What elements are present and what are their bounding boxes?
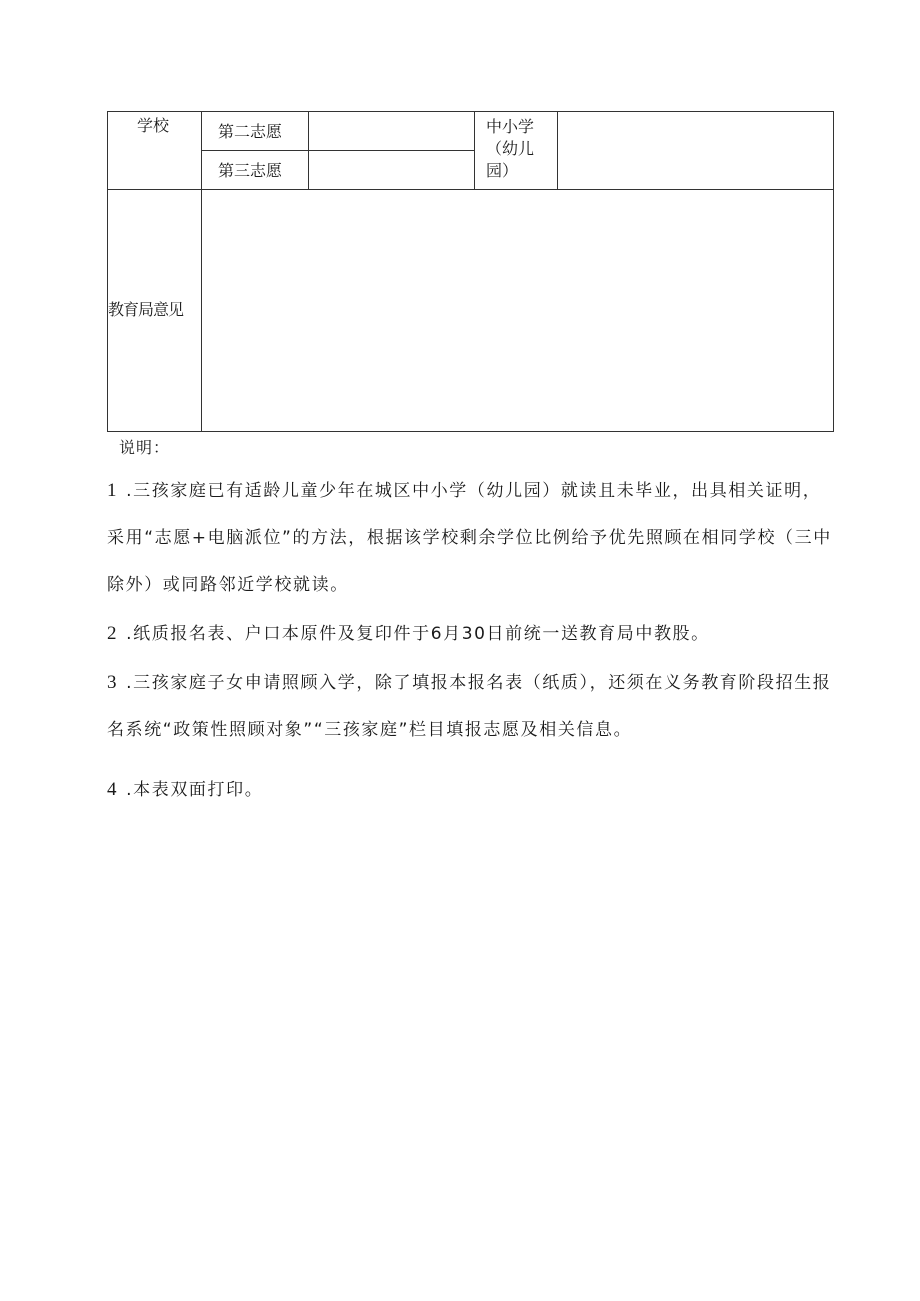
bureau-opinion-field[interactable] [208,196,826,424]
col-divider-choice-value [474,112,475,189]
note-text: .三孩家庭已有适龄儿童少年在城区中小学（幼儿园）就读且未毕业，出具相关证明，采用“志愿+电脑派位”的方法，根据该学校剩余学位比例给予优先照顾在相同学校（三中除外）或同路邻近学校就读。 [107,481,832,595]
note-item-3 [107,659,837,754]
note-number: 4 [107,779,119,800]
second-choice-label: 第二志愿 [218,122,283,141]
second-choice-field[interactable] [314,118,468,146]
note-number: 2 [107,623,119,644]
school-type-field[interactable] [564,118,826,184]
note-item-4 [107,766,837,814]
col-divider-choice-label [308,112,309,189]
third-choice-field[interactable] [314,156,468,184]
row-divider-choices [202,150,475,151]
note-text: .本表双面打印。 [126,780,264,800]
note-number: 3 [107,672,119,693]
row-divider-school-bottom [108,189,833,190]
notes-heading: 说明： [119,438,171,457]
note-number: 1 [107,480,119,501]
third-choice-label: 第三志愿 [218,161,283,180]
application-form-table [107,111,834,432]
bureau-opinion-label: 教育局意见 [108,300,184,319]
note-item-2 [107,610,837,658]
note-item-1 [107,467,837,609]
school-type-label: 中小学（幼儿园） [486,117,535,180]
note-text: .三孩家庭子女申请照顾入学，除了填报本报名表（纸质），还须在义务教育阶段招生报名系统“政策性照顾对象”“三孩家庭”栏目填报志愿及相关信息。 [107,673,832,740]
note-text: .纸质报名表、户口本原件及复印件于6月30日前统一送教育局中教股。 [126,624,710,644]
school-label: 学校 [137,116,170,135]
col-divider-type-label [557,112,558,189]
col-divider-label [201,112,202,431]
